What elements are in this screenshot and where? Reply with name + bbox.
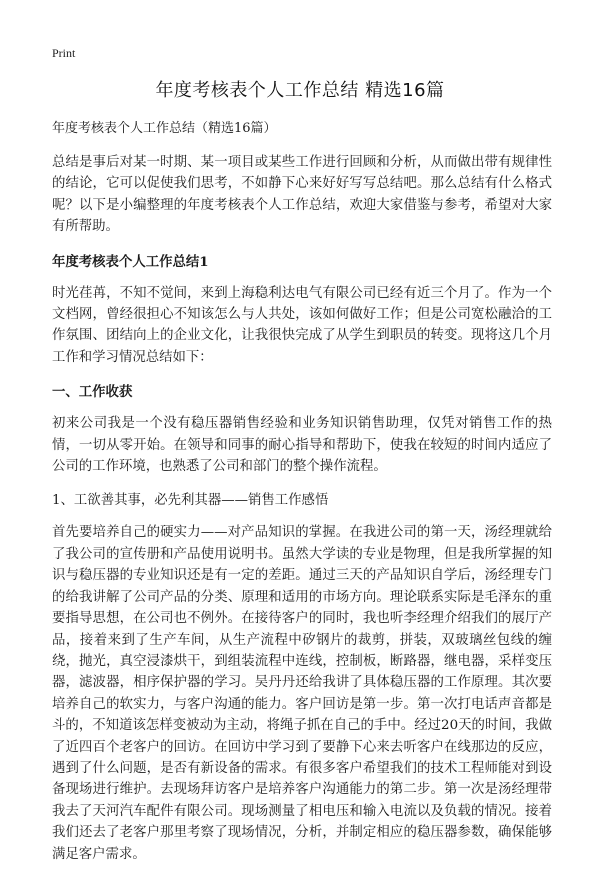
intro-paragraph: 总结是事后对某一时期、某一项目或某些工作进行回顾和分析，从而做出带有规律性的结论，它可以促使我们思考，不如静下心来好好写写总结吧。那么总结有什么格式呢？以下是小编整理的年度考核表个人工作总结，欢迎大家借鉴与参考，希望对大家有所帮助。	[52, 155, 552, 235]
subsection-heading: 1、工欲善其事，必先利其器——销售工作感悟	[52, 493, 329, 509]
print-link[interactable]: Print	[52, 46, 76, 60]
section-heading: 年度考核表个人工作总结1	[52, 253, 209, 270]
subsection-paragraph: 首先要培养自己的硬实力——对产品知识的掌握。在我进公司的第一天，汤经理就给了我公司的宣传册和产品使用说明书。虽然大学读的专业是物理，但是我所掌握的知识与稳压器的专业知识还是有一定的差距。通过三天的产品知识自学后，汤经理专门的给我讲解了公司产品的分类、原理和适用的市场方向。理论联系实际是毛泽东的重要指导思想，在公司也不例外。在接待客户的同时，我也听李经理介绍我们的展厅产品，接着来到了生产车间，从生产流程中矽钢片的裁剪，拼装，双玻璃丝包线的缠绕，抛光，真空浸漆烘干，到组装流程中连线，控制板，断路器，继电器，采样变压器，滤波器，相序保护器的学习。吴丹丹还给我讲了具体稳压器的工作原理。其次要培养自己的软实力，与客户沟通的能力。客户回访是第一步。第一次打电话声音都是斗的，不知道该怎样变被动为主动，将绳子抓在自己的手中。经过20天的时间，我做了近四百个老客户的回访。在回访中学习到了要静下心来去听客户在线那边的反应，遇到了什么问题，是否有新设备的需求。有很多客户希望我们的技术工程师能对到设备现场进行维护。去现场拜访客户是培养客户沟通能力的第二步。第一次是汤经理带我去了天河汽车配件有限公司。现场测量了相电压和输入电流以及负载的情况。接着我们还去了老客户那里考察了现场情况，分析，并制定相应的稳压器参数，确保能够满足客户需求。	[52, 525, 552, 862]
part-heading: 一、工作收获	[52, 384, 133, 401]
page-title: 年度考核表个人工作总结 精选16篇	[155, 80, 445, 101]
document-subtitle: 年度考核表个人工作总结（精选16篇）	[52, 121, 277, 136]
part-paragraph: 初来公司我是一个没有稳压器销售经验和业务知识销售助理，仅凭对销售工作的热情，一切从零开始。在领导和同事的耐心指导和帮助下，使我在较短的时间内适应了公司的工作环境，也熟悉了公司和部门的整个操作流程。	[52, 416, 552, 475]
document-body	[52, 119, 552, 879]
section-paragraph: 时光荏苒，不知不觉间，来到上海稳利达电气有限公司已经有近三个月了。作为一个文档网，曾经很担心不知该怎么与人共处，该如何做好工作；但是公司宽松融洽的工作氛围、团结向上的企业文化，让我很快完成了从学生到职员的转变。现将这几个月工作和学习情况总结如下：	[52, 285, 552, 365]
